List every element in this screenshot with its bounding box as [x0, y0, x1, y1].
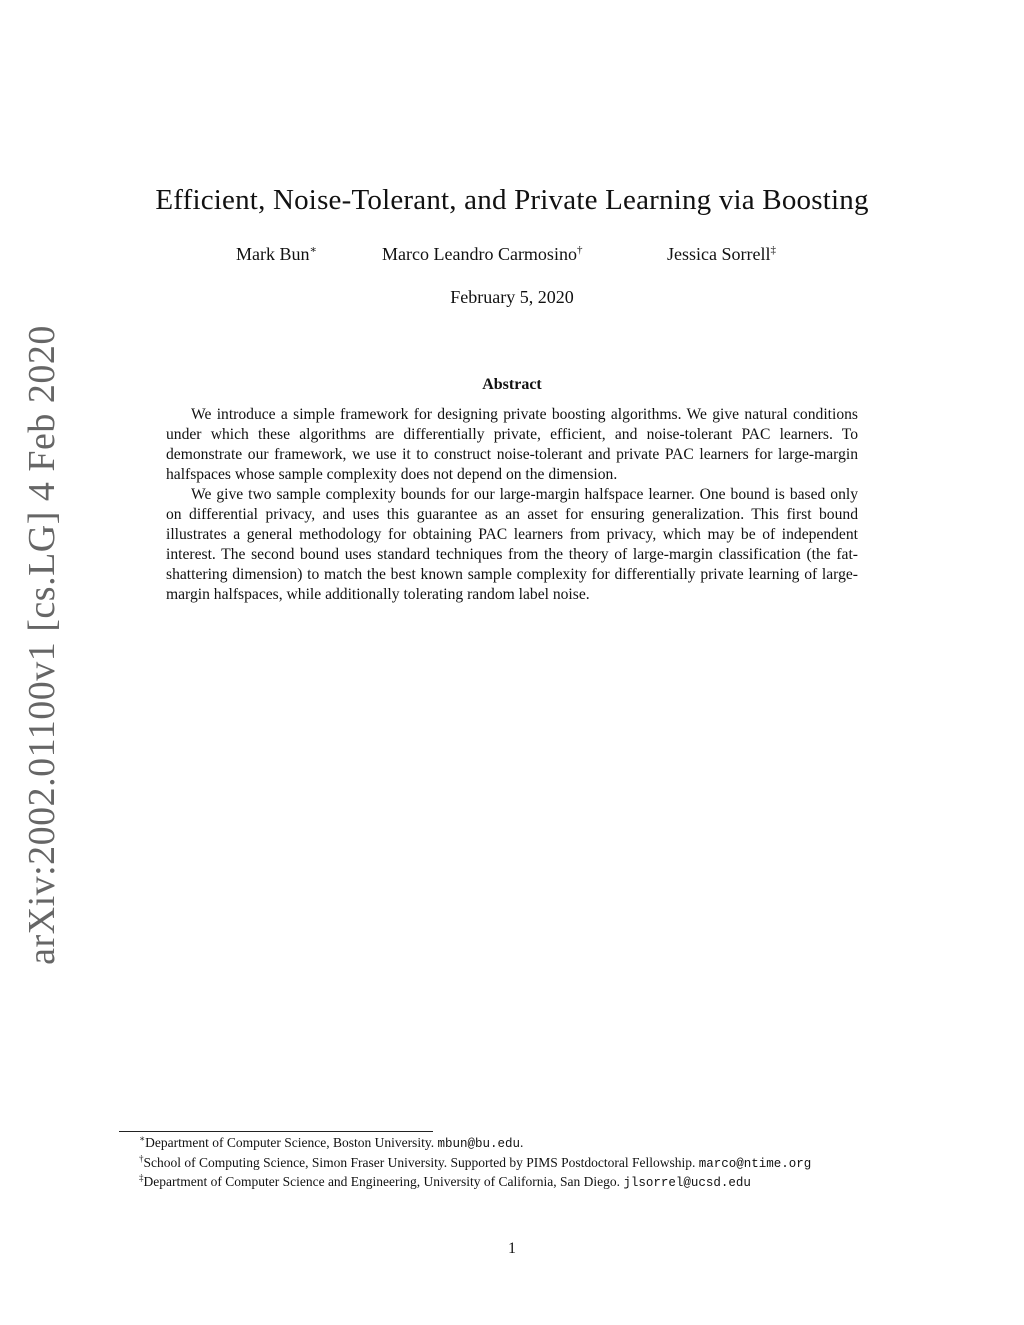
author-footnote-mark: ‡ [770, 244, 776, 256]
email-link[interactable]: jlsorrel@ucsd.edu [623, 1176, 751, 1190]
author-list [0, 244, 1024, 268]
paper-title: Efficient, Noise-Tolerant, and Private Learning via Boosting [155, 184, 869, 216]
abstract-paragraph: We introduce a simple framework for designing private boosting algorithms. We give natural conditions under which these algorithms are differentially private, efficient, and noise-tolerant PAC learners. To demonstrate our framework, we use it to construct noise-tolerant and private PAC learners for large-margin halfspaces whose sample complexity does not depend on the dimension. [166, 406, 858, 483]
footnote-mark: ∗ [139, 1133, 146, 1144]
abstract-paragraph: We give two sample complexity bounds for our large-margin halfspace learner. One bound is based only on differential privacy, and uses this guarantee as an asset for ensuring generalization. This first bound illustrates a general methodology for obtaining PAC learners from privacy, which may be of independent interest. The second bound uses standard techniques from the theory of large-margin classification (the fat-shattering dimension) to match the best known sample complexity for differentially private learning of large-margin halfspaces, while additionally tolerating random label noise. [166, 486, 858, 603]
footnote-trailing: . [519, 1135, 524, 1150]
author-name: Mark Bun [236, 244, 310, 264]
author-jessica-sorrell [667, 244, 776, 265]
footnote-text: School of Computing Science, Simon Fraser University. Supported by PIMS Postdoctoral Fellowship. [143, 1154, 699, 1170]
author-footnote-mark: † [576, 244, 583, 256]
footnote-1 [119, 1134, 905, 1154]
footnotes [119, 1134, 905, 1193]
footnote-mark: † [139, 1153, 144, 1163]
author-name: Marco Leandro Carmosino [382, 244, 577, 264]
arxiv-identifier-stamp: arXiv:2002.01100v1 [cs.LG] 4 Feb 2020 [21, 325, 63, 965]
email-link[interactable]: mbun@bu.edu [437, 1137, 520, 1151]
abstract-body [166, 405, 858, 605]
abstract-heading: Abstract [482, 376, 542, 393]
footnote-divider [119, 1131, 433, 1132]
paper-date: February 5, 2020 [450, 287, 574, 307]
author-footnote-mark: ∗ [309, 244, 317, 256]
email-link[interactable]: marco@ntime.org [698, 1156, 812, 1171]
footnote-3 [119, 1173, 905, 1193]
author-name: Jessica Sorrell [667, 244, 771, 264]
author-marco-carmosino [382, 244, 582, 265]
footnote-text: Department of Computer Science, Boston University. [145, 1135, 438, 1150]
footnote-mark: ‡ [139, 1172, 144, 1183]
author-mark-bun [236, 244, 317, 265]
footnote-2 [119, 1154, 905, 1174]
footnote-text: Department of Computer Science and Engineering, University of California, San Diego. [143, 1174, 624, 1189]
page-number: 1 [508, 1240, 516, 1257]
